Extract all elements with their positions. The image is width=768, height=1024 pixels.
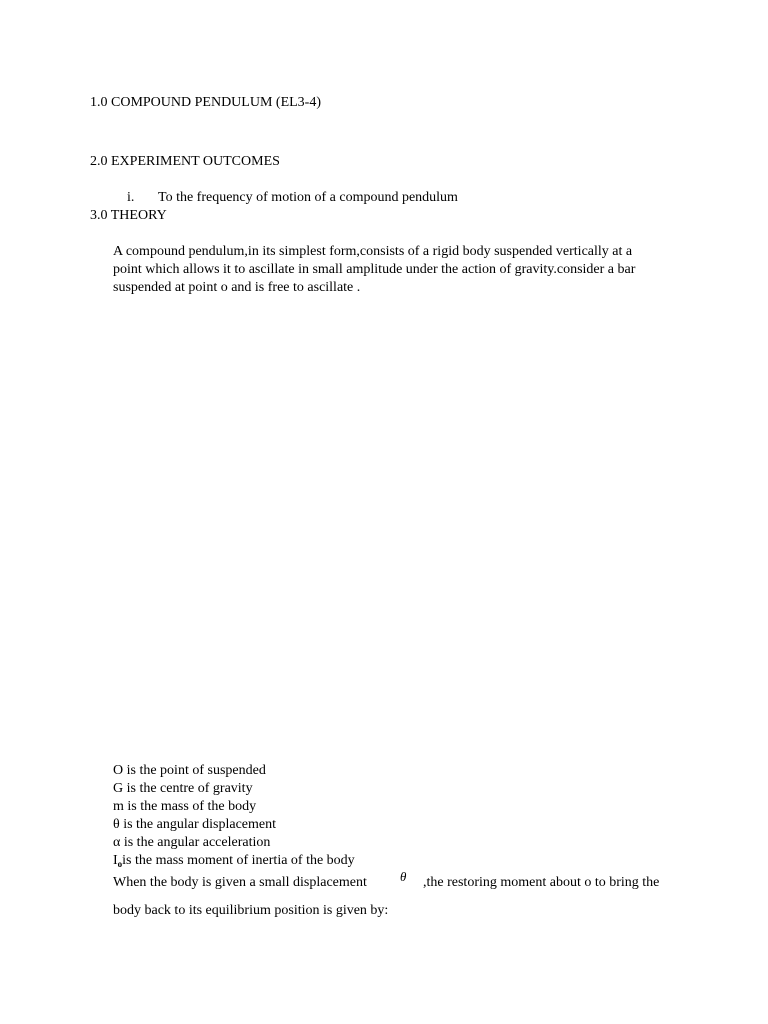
section-heading-theory: 3.0 THEORY (90, 208, 167, 223)
inertia-text: is the mass moment of inertia of the body (122, 853, 355, 868)
definition-m: m is the mass of the body (113, 799, 257, 814)
closing-text-part1: When the body is given a small displacement (113, 875, 367, 890)
definition-o: O is the point of suspended (113, 763, 266, 778)
section-heading-compound-pendulum: 1.0 COMPOUND PENDULUM (EL3-4) (90, 95, 321, 110)
list-marker: i. (127, 190, 135, 205)
paragraph-line: A compound pendulum,in its simplest form,consists of a rigid body suspended vertically at a (113, 244, 633, 259)
inertia-symbol: I (113, 853, 118, 868)
theta-symbol: θ (400, 869, 407, 884)
definition-g: G is the centre of gravity (113, 781, 253, 796)
closing-text-part2: ,the restoring moment about o to bring the (423, 875, 660, 890)
definition-alpha: α is the angular acceleration (113, 835, 271, 850)
list-item: To the frequency of motion of a compound pendulum (158, 190, 458, 205)
theory-paragraph (113, 243, 693, 297)
definitions-list (113, 762, 355, 870)
definition-inertia (113, 852, 355, 870)
paragraph-line: point which allows it to ascillate in small amplitude under the action of gravity.consider a bar (113, 262, 636, 277)
inertia-subscript: o (117, 859, 123, 869)
paragraph-line: suspended at point o and is free to ascillate . (113, 280, 361, 295)
definition-theta: θ is the angular displacement (113, 817, 276, 832)
closing-text-line2: body back to its equilibrium position is given by: (113, 903, 389, 918)
section-heading-experiment-outcomes: 2.0 EXPERIMENT OUTCOMES (90, 154, 280, 169)
